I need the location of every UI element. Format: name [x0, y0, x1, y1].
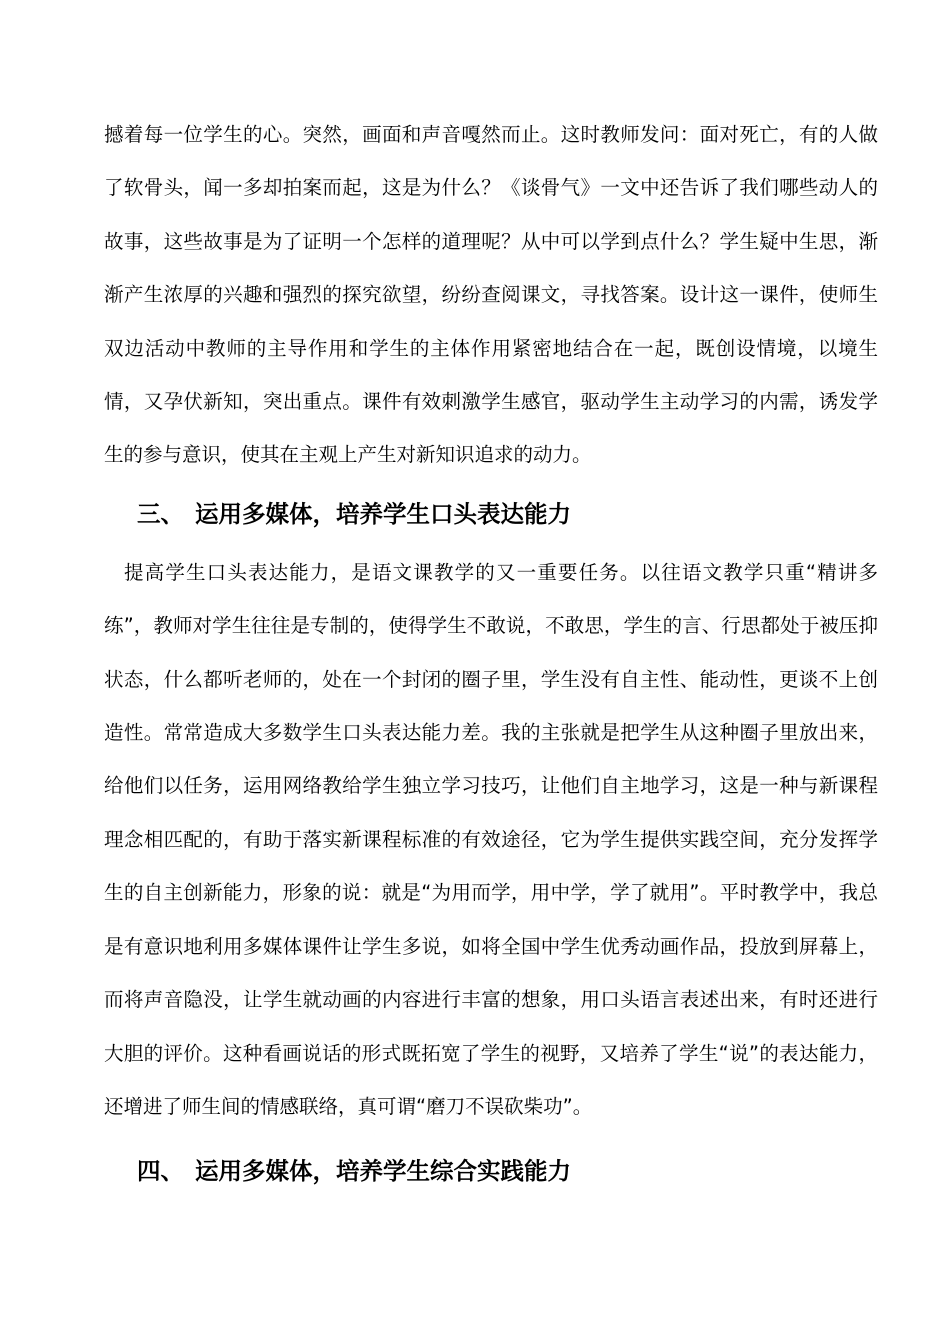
section-heading-3 [104, 482, 878, 546]
section-heading-3-title: 运用多媒体，培养学生口头表达能力 [195, 499, 571, 528]
section-heading-3-number: 三、 [137, 499, 184, 528]
section-heading-4-number: 四、 [137, 1157, 184, 1186]
document-body [104, 108, 878, 1203]
section-heading-4-title: 运用多媒体，培养学生综合实践能力 [195, 1157, 571, 1186]
paragraph-continued: 撼着每一位学生的心。突然，画面和声音嘎然而止。这时教师发问：面对死亡，有的人做了软骨头，闻一多却拍案而起，这是为什么？《谈骨气》一文中还告诉了我们哪些动人的故事，这些故事是为了证明一个怎样的道理呢？从中可以学到点什么？学生疑中生思，渐渐产生浓厚的兴趣和强烈的探究欲望，纷纷查阅课文，寻找答案。设计这一课件，使师生双边活动中教师的主导作用和学生的主体作用紧密地结合在一起，既创设情境，以境生情，又孕伏新知，突出重点。课件有效刺激学生感官，驱动学生主动学习的内需，诱发学生的参与意识，使其在主观上产生对新知识追求的动力。 [104, 123, 878, 467]
section-heading-4 [104, 1139, 878, 1203]
paragraph-oral-expression: 提高学生口头表达能力，是语文课教学的又一重要任务。以往语文教学只重“精讲多练”，教师对学生往往是专制的，使得学生不敢说，不敢思，学生的言、行思都处于被压抑状态，什么都听老师的，处在一个封闭的圈子里，学生没有自主性、能动性，更谈不上创造性。常常造成大多数学生口头表达能力差。我的主张就是把学生从这种圈子里放出来，给他们以任务，运用网络教给学生独立学习技巧，让他们自主地学习，这是一种与新课程理念相匹配的，有助于落实新课程标准的有效途径，它为学生提供实践空间，充分发挥学生的自主创新能力，形象的说：就是“为用而学，用中学，学了就用”。平时教学中，我总是有意识地利用多媒体课件让学生多说，如将全国中学生优秀动画作品，投放到屏幕上，而将声音隐没，让学生就动画的内容进行丰富的想象，用口头语言表述出来，有时还进行大胆的评价。这种看画说话的形式既拓宽了学生的视野，又培养了学生“说”的表达能力，还增进了师生间的情感联络，真可谓“磨刀不误砍柴功”。 [104, 560, 878, 1118]
